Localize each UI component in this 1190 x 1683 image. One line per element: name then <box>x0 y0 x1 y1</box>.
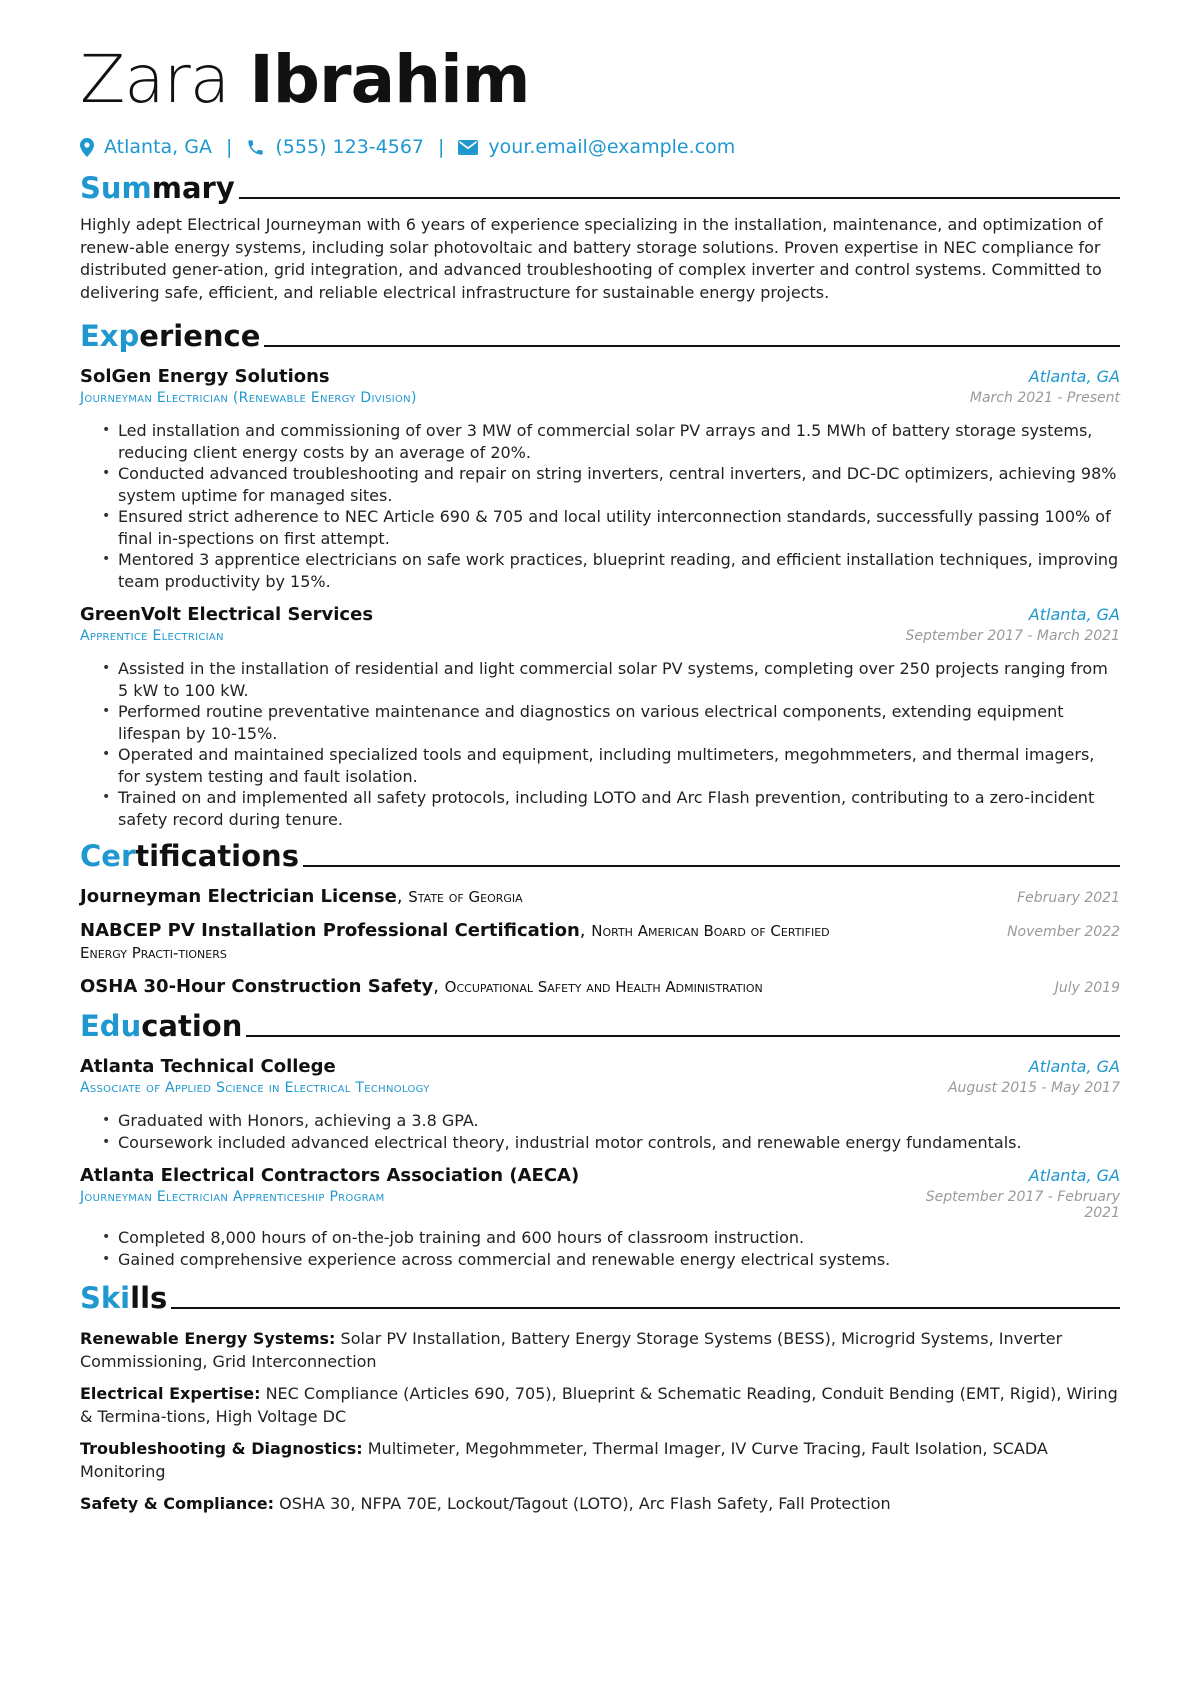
summary-title <box>80 170 239 206</box>
last-name: Ibrahim <box>249 41 530 118</box>
certification-name: OSHA 30-Hour Construction Safety <box>80 976 434 997</box>
bullet-item: • Gained comprehensive experience across commercial and renewable energy electrical systems. <box>102 1249 1120 1271</box>
job-entry <box>80 366 1120 592</box>
education-entry <box>80 1165 1120 1270</box>
education-entry <box>80 1056 1120 1153</box>
skill-label: Troubleshooting & Diagnostics: <box>80 1439 363 1458</box>
certification-item: NABCEP PV Installation Professional Certification, North American Board of Certified Energy Practi-tioners November 2022 <box>80 920 1120 962</box>
bullet-item: • Completed 8,000 hours of on-the-job training and 600 hours of classroom instruction. <box>102 1227 1120 1249</box>
job-bullets <box>80 658 1120 830</box>
bullet-item: • Ensured strict adherence to NEC Article 690 & 705 and local utility interconnection standards, successfully passing 100% of final in-spections on first attempt. <box>102 506 1120 549</box>
education-program: Associate of Applied Science in Electrical Technology <box>80 1080 430 1096</box>
certification-issuer: State of Georgia <box>408 888 523 906</box>
skill-value: Solar PV Installation, Battery Energy Storage Systems (BESS), Microgrid Systems, Inverter Commissioning, Grid Interconnection <box>80 1329 1063 1371</box>
job-role: Apprentice Electrician <box>80 628 224 644</box>
skills-heading <box>80 1276 1120 1316</box>
envelope-icon <box>458 140 478 155</box>
skill-value: NEC Compliance (Articles 690, 705), Blueprint & Schematic Reading, Conduit Bending (EMT, Rigid), Wiring & Termina-tions, High Voltage DC <box>80 1384 1118 1426</box>
section-rule <box>246 1035 1120 1037</box>
skill-row <box>80 1328 1120 1373</box>
experience-title <box>80 318 264 354</box>
contact-line <box>80 134 1120 160</box>
skills-title-accent: Ski <box>80 1281 131 1315</box>
education-title <box>80 1008 246 1044</box>
section-rule <box>303 865 1120 867</box>
bullet-item: • Assisted in the installation of residential and light commercial solar PV systems, completing over 250 projects ranging from 5 kW to 100 kW. <box>102 658 1120 701</box>
phone-text: (555) 123-4567 <box>275 136 424 158</box>
certification-date: July 2019 <box>1054 980 1120 996</box>
education-dates <box>926 1189 1120 1221</box>
contact-separator: | <box>438 136 445 158</box>
certifications-title <box>80 838 303 874</box>
skills-title <box>80 1280 171 1316</box>
job-company: SolGen Energy Solutions <box>80 366 330 387</box>
certification-item: Journeyman Electrician License, State of Georgia February 2021 <box>80 886 1120 907</box>
summary-text: Highly adept Electrical Journeyman with 6 years of experience specializing in the installation, maintenance, and optimization of renew-able energy systems, including solar photovoltaic and battery storage solutions. Proven expertise in NEC compliance for distributed gener-ation, grid integration, and advanced troubleshooting of complex inverter and control systems. Committed to delivering safe, efficient, and reliable electrical infrastructure for sustainable energy projects. <box>80 215 1103 302</box>
skill-value: OSHA 30, NFPA 70E, Lockout/Tagout (LOTO), Arc Flash Safety, Fall Protection <box>279 1494 891 1513</box>
map-pin-icon <box>80 138 94 157</box>
job-location: Atlanta, GA <box>1028 367 1120 386</box>
experience-title-accent: Exp <box>80 319 140 353</box>
education-dates-line: 2021 <box>1084 1205 1120 1221</box>
email-link: your.email@example.com <box>488 136 736 158</box>
job-role: Journeyman Electrician (Renewable Energy Division) <box>80 390 417 406</box>
summary-title-accent: Sum <box>80 171 152 205</box>
bullet-item: • Conducted advanced troubleshooting and repair on string inverters, central inverters, and DC-DC optimizers, achieving 98% system uptime for managed sites. <box>102 463 1120 506</box>
education-school: Atlanta Technical College <box>80 1056 336 1077</box>
section-rule <box>171 1307 1120 1309</box>
contact-separator: | <box>225 136 233 158</box>
bullet-item: • Trained on and implemented all safety protocols, including LOTO and Arc Flash prevention, contributing to a zero-incident safety record during tenure. <box>102 787 1120 830</box>
experience-title-rest: erience <box>139 319 261 353</box>
education-title-accent: Edu <box>80 1009 142 1043</box>
education-school: Atlanta Electrical Contractors Association (AECA) <box>80 1165 580 1186</box>
education-location: Atlanta, GA <box>1028 1166 1120 1185</box>
education-bullets <box>80 1110 1120 1153</box>
job-bullets <box>80 420 1120 592</box>
skills-title-rest: lls <box>130 1281 168 1315</box>
education-dates: August 2015 - May 2017 <box>947 1080 1120 1096</box>
skill-row <box>80 1438 1120 1483</box>
certification-issuer: North American Board of Certified Energy Practi-tioners <box>80 922 830 962</box>
certification-name: Journeyman Electrician License <box>80 886 397 907</box>
education-heading <box>80 1004 1120 1044</box>
education-location: Atlanta, GA <box>1028 1057 1120 1076</box>
section-rule <box>239 197 1120 199</box>
candidate-name <box>80 41 1120 118</box>
bullet-item: • Mentored 3 apprentice electricians on safe work practices, blueprint reading, and efficient installation techniques, improving team productivity by 15%. <box>102 549 1120 592</box>
section-rule <box>264 345 1120 347</box>
certifications-title-accent: Cer <box>80 839 136 873</box>
contact-location <box>80 136 212 158</box>
certifications-title-rest: tifications <box>135 839 299 873</box>
education-program: Journeyman Electrician Apprenticeship Program <box>80 1189 385 1205</box>
bullet-item: • Coursework included advanced electrical theory, industrial motor controls, and renewable energy fundamentals. <box>102 1132 1120 1154</box>
certifications-heading <box>80 834 1120 874</box>
job-dates: March 2021 - Present <box>969 390 1120 406</box>
skill-value: Multimeter, Megohmmeter, Thermal Imager, IV Curve Tracing, Fault Isolation, SCADA Monitoring <box>80 1439 1048 1481</box>
skill-row <box>80 1493 1120 1516</box>
bullet-item: • Operated and maintained specialized tools and equipment, including multimeters, megohmmeters, and thermal imagers, for system testing and fault isolation. <box>102 744 1120 787</box>
skill-row <box>80 1383 1120 1428</box>
education-title-rest: cation <box>141 1009 243 1043</box>
certification-issuer: Occupational Safety and Health Administration <box>444 978 763 996</box>
summary-heading <box>80 166 1120 206</box>
contact-email[interactable] <box>458 136 735 158</box>
location-text: Atlanta, GA <box>104 136 212 158</box>
education-dates-line: September 2017 - February <box>925 1189 1120 1205</box>
experience-heading <box>80 314 1120 354</box>
certification-name: NABCEP PV Installation Professional Certification <box>80 920 580 941</box>
job-company: GreenVolt Electrical Services <box>80 604 374 625</box>
certification-date: November 2022 <box>1007 924 1120 940</box>
skill-label: Safety & Compliance: <box>80 1494 275 1513</box>
education-bullets <box>80 1227 1120 1270</box>
phone-icon <box>246 138 265 157</box>
skill-label: Electrical Expertise: <box>80 1384 261 1403</box>
bullet-item: • Graduated with Honors, achieving a 3.8 GPA. <box>102 1110 1120 1132</box>
bullet-item: • Performed routine preventative maintenance and diagnostics on various electrical components, extending equipment lifespan by 10-15%. <box>102 701 1120 744</box>
bullet-item: • Led installation and commissioning of over 3 MW of commercial solar PV arrays and 1.5 MWh of battery storage systems, reducing client energy costs by an average of 20%. <box>102 420 1120 463</box>
summary-title-rest: mary <box>151 171 235 205</box>
certification-date: February 2021 <box>1017 890 1120 906</box>
job-location: Atlanta, GA <box>1028 605 1120 624</box>
contact-phone[interactable] <box>246 136 424 158</box>
job-dates: September 2017 - March 2021 <box>905 628 1120 644</box>
skill-label: Renewable Energy Systems: <box>80 1329 336 1348</box>
first-name: Zara <box>80 41 230 118</box>
certification-item: OSHA 30-Hour Construction Safety, Occupational Safety and Health Administration July 2019 <box>80 976 1120 997</box>
job-entry <box>80 604 1120 830</box>
resume-content <box>80 41 1120 1516</box>
